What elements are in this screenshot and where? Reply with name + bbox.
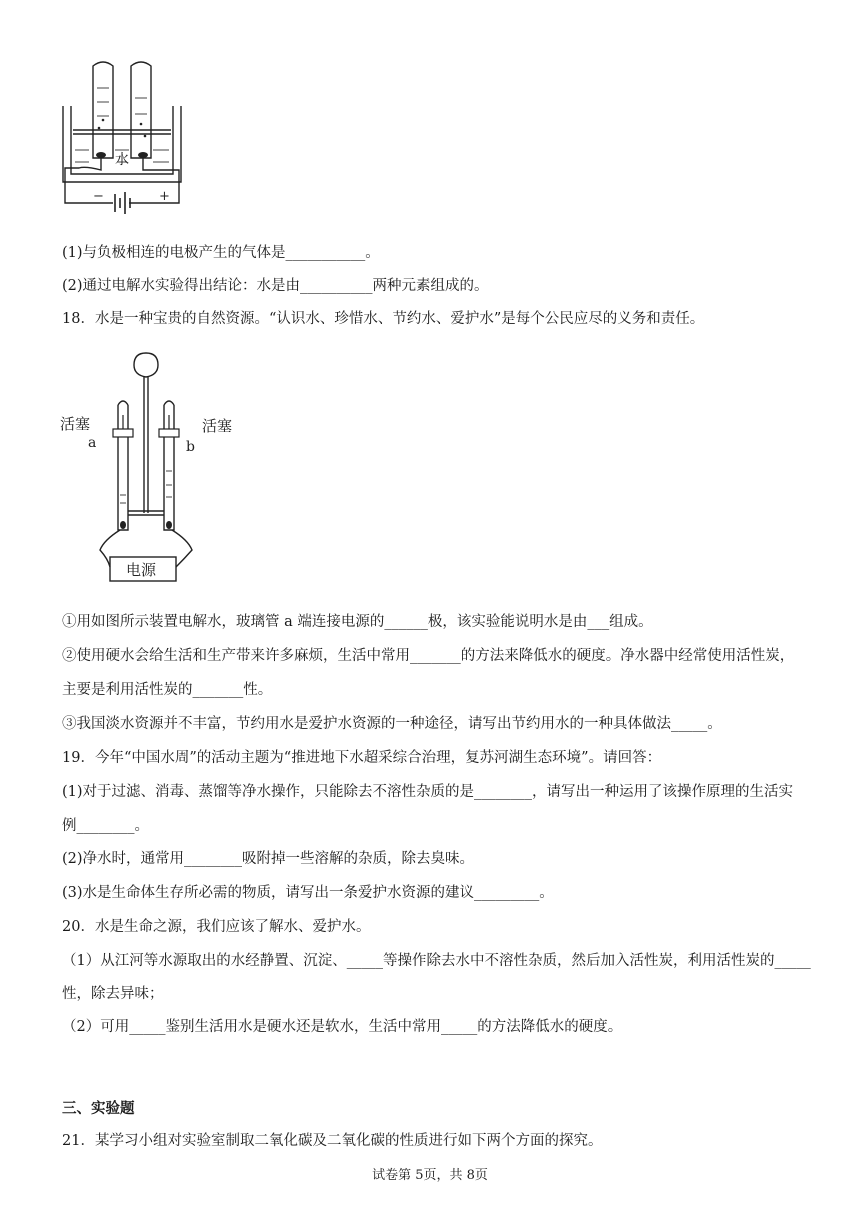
q20-part2: （2）可用_____鉴别生活用水是硬水还是软水，生活中常用_____的方法降低水的硬度。 <box>62 1019 623 1035</box>
tube-a-label: a <box>88 435 97 451</box>
q17-part2: (2)通过电解水实验得出结论：水是由__________两种元素组成的。 <box>62 278 489 294</box>
q19-part1-line2: 例________。 <box>62 818 149 834</box>
section-title-experiments: 三、实验题 <box>62 1100 135 1117</box>
q18-sub2-line1: ②使用硬水会给生活和生产带来许多麻烦，生活中常用_______的方法来降低水的硬度。净水器中经常使用活性炭， <box>62 648 795 664</box>
q18-stem: 18．水是一种宝贵的自然资源。“认识水、珍惜水、节约水、爱护水”是每个公民应尽的义务和责任。 <box>62 311 705 327</box>
q19-part3: (3)水是生命体生存所必需的物质，请写出一条爱护水资源的建议_________。 <box>62 885 554 901</box>
valve-right-label: 活塞 <box>202 417 233 435</box>
q20-part1-line1: （1）从江河等水源取出的水经静置、沉淀、_____等操作除去水中不溶性杂质，然后加入活性炭，利用活性炭的_____ <box>62 953 811 969</box>
q19-stem: 19．今年“中国水周”的活动主题为“推进地下水超采综合治理，复苏河湖生态环境”。请回答： <box>62 750 662 766</box>
water-label: 水 <box>115 152 129 168</box>
q18-sub3: ③我国淡水资源并不丰富，节约用水是爱护水资源的一种途径，请写出节约用水的一种具体做法_____。 <box>62 716 722 732</box>
q20-part1-line2: 性，除去异味； <box>62 986 164 1002</box>
q21-stem: 21．某学习小组对实验室制取二氧化碳及二氧化碳的性质进行如下两个方面的探究。 <box>62 1133 603 1149</box>
q20-stem: 20．水是生命之源，我们应该了解水、爱护水。 <box>62 919 371 935</box>
tube-b-label: b <box>186 439 195 455</box>
q18-sub2-line2: 主要是利用活性炭的_______性。 <box>62 682 273 698</box>
q19-part1-line1: (1)对于过滤、消毒、蒸馏等净水操作，只能除去不溶性杂质的是________，请写出一种运用了该操作原理的生活实 <box>62 784 794 800</box>
minus-sign: − <box>93 189 104 204</box>
q18-sub1: ①用如图所示装置电解水，玻璃管 a 端连接电源的______极，该实验能说明水是由___组成。 <box>62 614 653 630</box>
q17-part1: (1)与负极相连的电极产生的气体是___________。 <box>62 245 380 261</box>
electrolysis-figure-2 <box>60 345 250 585</box>
power-label: 电源 <box>126 561 157 579</box>
valve-left-label: 活塞 <box>60 415 91 433</box>
electrolysis-figure-1 <box>55 58 190 228</box>
page-footer: 试卷第 5页，共 8页 <box>372 1168 488 1183</box>
plus-sign: + <box>159 189 170 204</box>
q19-part2: (2)净水时，通常用________吸附掉一些溶解的杂质，除去臭味。 <box>62 851 475 867</box>
